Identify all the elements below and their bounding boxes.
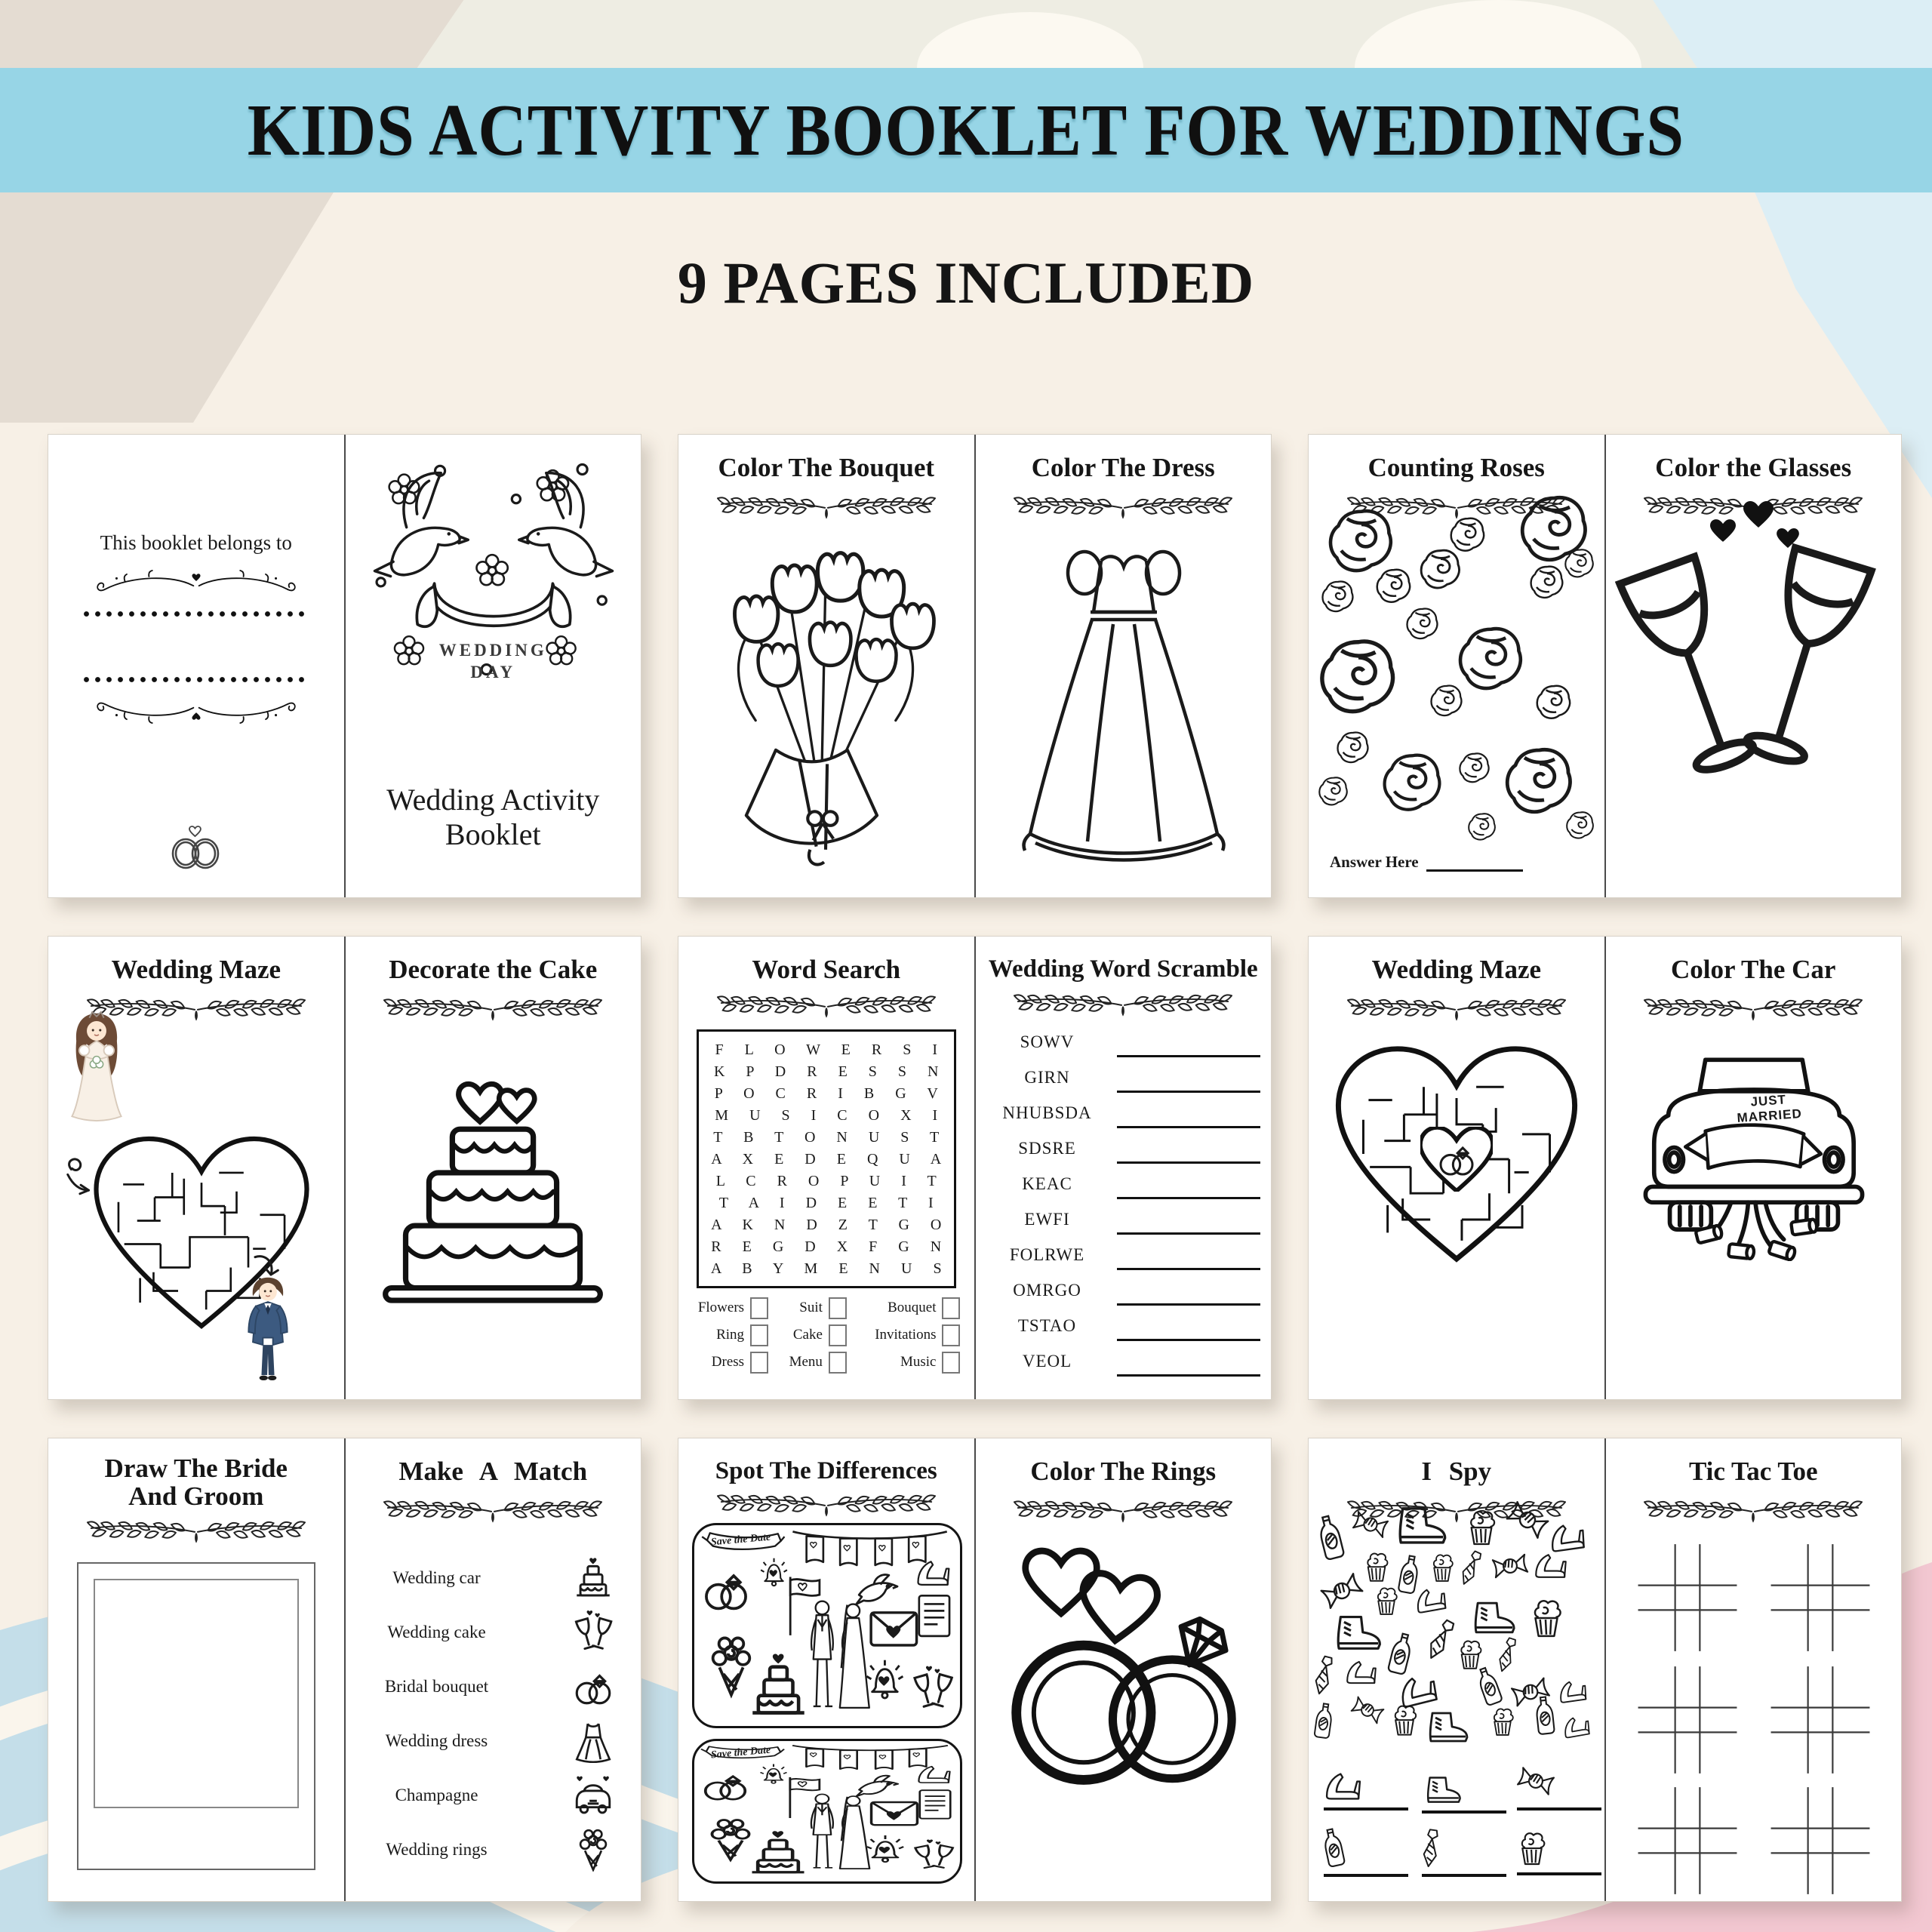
page-decorate-cake <box>346 937 641 1399</box>
card-roses-glasses <box>1308 434 1902 898</box>
boot-icon <box>1393 1505 1449 1547</box>
match-label: Wedding dress <box>385 1731 488 1750</box>
cupcake-icon <box>1517 1831 1547 1867</box>
page-heading: Tic Tac Toe <box>1688 1457 1818 1486</box>
heart-icon <box>1743 501 1774 528</box>
page-heading: I Spy <box>1421 1457 1492 1486</box>
card-bouquet-dress <box>678 434 1272 898</box>
grid-row: M U S I C O X I <box>715 1106 938 1124</box>
necktie-icon <box>1455 1547 1486 1589</box>
answer-line <box>1117 1126 1260 1128</box>
page-heading: Spot The Differences <box>715 1457 937 1484</box>
count-line <box>1324 1807 1408 1810</box>
necktie-icon <box>1494 1635 1521 1675</box>
cupcake-icon <box>1529 1598 1564 1639</box>
page-word-scramble <box>976 937 1272 1399</box>
card-ispy-tictactoe <box>1308 1438 1902 1902</box>
checkbox <box>829 1324 847 1346</box>
champagne-bottle-icon <box>1319 1825 1347 1870</box>
checkbox <box>942 1297 960 1319</box>
boot-icon <box>1422 1775 1464 1805</box>
page-draw-bride-groom <box>48 1438 346 1901</box>
tictactoe-grid <box>1629 1663 1746 1777</box>
rings-icon <box>1435 1137 1478 1180</box>
grid-row: A X E D E Q U A <box>711 1150 942 1168</box>
scramble-word: NHUBSDA <box>1002 1103 1092 1122</box>
card-wordsearch-scramble <box>678 936 1272 1400</box>
laurel-divider-icon <box>384 999 601 1019</box>
tictactoe-grid <box>1629 1784 1746 1897</box>
word-label: Menu <box>789 1354 823 1371</box>
word-search-grid <box>697 1029 956 1288</box>
laurel-divider-icon <box>718 1495 935 1515</box>
match-label: Bridal bouquet <box>384 1677 489 1696</box>
word-label: Dress <box>711 1354 745 1371</box>
champagne-glass-icon <box>1722 539 1881 783</box>
page-heading: Color The Dress <box>1031 453 1215 482</box>
laurel-divider-icon <box>718 497 935 517</box>
dress-icon <box>571 1719 615 1763</box>
bouquet-illustration <box>701 539 950 871</box>
tictactoe-grid <box>1761 1784 1879 1897</box>
name-dotted-line <box>83 676 309 683</box>
checkbox <box>750 1297 768 1319</box>
answer-line <box>1117 1232 1260 1235</box>
candy-icon <box>1347 1692 1388 1728</box>
match-label: Wedding cake <box>387 1623 486 1641</box>
grid-row: P O C R I B G V <box>714 1084 938 1102</box>
cake-illustration <box>368 1033 617 1365</box>
scramble-word: FOLRWE <box>1009 1244 1085 1264</box>
heart-icon <box>1710 519 1736 542</box>
high-heel-icon <box>1546 1519 1588 1556</box>
page-booklet-belongs <box>48 435 346 897</box>
champagne-bottle-icon <box>1312 1700 1335 1742</box>
page-heading: Color The Bouquet <box>718 453 935 482</box>
spot-scene-top <box>692 1523 962 1728</box>
answer-line <box>1117 1197 1260 1199</box>
page-heading: Counting Roses <box>1367 453 1545 482</box>
card-draw-match <box>48 1438 641 1902</box>
scramble-list <box>976 1029 1272 1384</box>
name-dotted-line <box>83 611 309 617</box>
grid-row: R E G D X F G N <box>711 1238 942 1255</box>
grid-row: L C R O P U I T <box>715 1172 937 1189</box>
word-label: Flowers <box>697 1300 745 1316</box>
page-heading: Decorate the Cake <box>389 955 598 984</box>
word-label: Cake <box>792 1327 823 1343</box>
count-line <box>1324 1874 1408 1877</box>
answer-line <box>1117 1091 1260 1093</box>
page-wedding-maze-2 <box>1309 937 1606 1399</box>
grid-row: T B T O N U S T <box>713 1128 940 1146</box>
high-heel-icon <box>1561 1712 1593 1741</box>
bride-illustration <box>60 1009 133 1125</box>
grid-row: T A I D E E T I <box>718 1194 934 1211</box>
start-arrow-icon <box>54 1155 95 1201</box>
answer-line <box>1117 1161 1260 1164</box>
champagne-bottle-icon <box>1533 1694 1557 1737</box>
cupcake-icon <box>1374 1586 1399 1617</box>
cupcake-icon <box>1466 1509 1497 1547</box>
match-label: Wedding rings <box>386 1840 488 1859</box>
tictactoe-grid <box>1761 1663 1879 1777</box>
laurel-divider-icon <box>1014 497 1232 517</box>
candy-icon <box>1316 1567 1367 1614</box>
page-i-spy <box>1309 1438 1606 1901</box>
laurel-divider-icon <box>384 1501 601 1521</box>
answer-here-label: Answer Here <box>1330 853 1419 871</box>
laurel-divider-icon <box>88 1521 305 1541</box>
answer-line <box>1117 1055 1260 1057</box>
card-maze-car <box>1308 936 1902 1400</box>
page-heading: Color The Car <box>1671 955 1836 984</box>
checkbox <box>750 1324 768 1346</box>
drawing-frame-inner <box>94 1579 299 1808</box>
belongs-label: This booklet belongs to <box>100 531 292 554</box>
page-cover-front <box>346 435 641 897</box>
page-color-rings <box>976 1438 1272 1901</box>
page-counting-roses <box>1309 435 1606 897</box>
answer-line <box>1117 1339 1260 1341</box>
spot-scene-bottom <box>692 1739 962 1884</box>
high-heel-icon <box>1556 1676 1589 1706</box>
answer-line <box>1117 1374 1260 1377</box>
word-label: Suit <box>799 1300 823 1316</box>
save-the-date-badge: Save the Date <box>710 1531 771 1549</box>
page-subtitle: 9 PAGES INCLUDED <box>677 250 1255 315</box>
laurel-divider-icon <box>1644 999 1862 1019</box>
cupcake-icon <box>1390 1704 1419 1737</box>
page-color-bouquet <box>678 435 976 897</box>
boot-icon <box>1331 1614 1384 1653</box>
page-heading: Wedding Maze <box>1371 955 1542 984</box>
page-word-search <box>678 937 976 1399</box>
background-beige-shape <box>0 0 483 423</box>
checkbox <box>750 1352 768 1374</box>
page-color-dress <box>976 435 1272 897</box>
just-married-car-illustration <box>1626 1047 1882 1261</box>
scramble-word: VEOL <box>1022 1351 1072 1371</box>
champagne-bottle-icon <box>1314 1512 1347 1562</box>
scramble-word: KEAC <box>1022 1174 1072 1193</box>
cake-icon <box>571 1556 615 1600</box>
boot-icon <box>1469 1600 1518 1636</box>
high-heel-icon <box>1412 1583 1450 1616</box>
dress-illustration <box>1011 530 1237 871</box>
candy-icon <box>1514 1762 1558 1800</box>
scramble-word: TSTAO <box>1017 1315 1077 1335</box>
grid-row: F L O W E R S I <box>715 1041 938 1058</box>
page-heading: Wedding Maze <box>111 955 281 984</box>
just-married-banner-text: JUST MARRIED <box>1736 1092 1802 1126</box>
rings-illustration <box>988 1544 1260 1793</box>
word-label: Music <box>900 1354 937 1371</box>
necktie-icon <box>1310 1653 1338 1698</box>
answer-line <box>1117 1268 1260 1270</box>
page-title: KIDS ACTIVITY BOOKLET FOR WEDDINGS <box>247 90 1685 171</box>
page-wedding-maze <box>48 937 346 1399</box>
page-make-a-match <box>346 1438 641 1901</box>
checkbox <box>942 1352 960 1374</box>
bouquet-icon <box>571 1828 615 1872</box>
car-icon <box>571 1774 615 1817</box>
wedding-day-banner-text: WEDDING DAY <box>438 641 547 681</box>
answer-blank-line <box>1426 856 1523 872</box>
groom-illustration <box>235 1275 300 1389</box>
cupcake-icon <box>1429 1553 1455 1583</box>
checkbox <box>942 1324 960 1346</box>
tictactoe-grid <box>1761 1541 1879 1654</box>
grid-row: A K N D Z T G O <box>711 1216 942 1233</box>
tictactoe-grid <box>1629 1541 1746 1654</box>
save-the-date-badge: Save the Date <box>710 1744 771 1761</box>
card-maze-cake <box>48 936 641 1400</box>
high-heel-icon <box>1324 1770 1363 1802</box>
scramble-word: GIRN <box>1024 1067 1070 1087</box>
page-color-car <box>1606 937 1902 1399</box>
champagne-glasses-icon <box>571 1611 615 1654</box>
cupcake-icon <box>1490 1707 1515 1737</box>
count-line <box>1517 1807 1601 1810</box>
wedding-rings-icon <box>164 825 229 872</box>
page-heading: Wedding Word Scramble <box>988 955 1258 983</box>
laurel-divider-icon <box>718 996 935 1016</box>
checkbox <box>829 1297 847 1319</box>
checkbox <box>829 1352 847 1374</box>
scramble-word: SOWV <box>1020 1032 1075 1051</box>
page-heading: Color The Rings <box>1030 1457 1217 1486</box>
page-heading: Draw The Bride And Groom <box>104 1454 288 1511</box>
flourish-icon <box>97 703 295 723</box>
laurel-divider-icon <box>1348 999 1565 1019</box>
boot-icon <box>1423 1710 1472 1745</box>
cupcake-icon <box>1363 1552 1390 1583</box>
high-heel-icon <box>1534 1552 1568 1580</box>
word-label: Bouquet <box>888 1300 937 1316</box>
drawing-frame-outer <box>77 1562 315 1870</box>
laurel-divider-icon <box>1014 995 1232 1014</box>
booklet-title: Wedding Activity Booklet <box>386 783 600 851</box>
page-heading: Make A Match <box>398 1457 588 1486</box>
laurel-divider-icon <box>1644 1501 1862 1521</box>
candy-icon <box>1489 1550 1531 1582</box>
necktie-icon <box>1419 1827 1442 1870</box>
necktie-icon <box>1421 1615 1460 1666</box>
page-heading: Word Search <box>752 955 901 984</box>
laurel-divider-icon <box>1014 1501 1232 1521</box>
card-cover <box>48 434 641 898</box>
answer-line <box>1117 1303 1260 1306</box>
match-label: Wedding car <box>392 1568 481 1587</box>
scramble-word: OMRGO <box>1013 1280 1081 1300</box>
page-color-glasses <box>1606 435 1902 897</box>
scramble-word: EWFI <box>1024 1209 1070 1229</box>
count-line <box>1422 1810 1506 1814</box>
champagne-bottle-icon <box>1385 1629 1416 1677</box>
page-heading: Color the Glasses <box>1655 453 1852 482</box>
word-label: Invitations <box>875 1327 937 1343</box>
high-heel-icon <box>1345 1659 1378 1686</box>
count-line <box>1422 1874 1506 1877</box>
card-spot-rings <box>678 1438 1272 1902</box>
rings-icon <box>571 1665 615 1709</box>
word-list <box>686 1297 961 1374</box>
scramble-word: SDSRE <box>1018 1138 1076 1158</box>
flourish-icon <box>97 571 295 590</box>
title-banner <box>0 68 1932 192</box>
page-spot-differences <box>678 1438 976 1901</box>
match-label: Champagne <box>395 1786 478 1804</box>
grid-row: K P D R E S S N <box>713 1063 939 1080</box>
word-label: Ring <box>716 1327 745 1343</box>
count-line <box>1517 1872 1601 1875</box>
grid-row: A B Y M E N U S <box>710 1260 942 1277</box>
page-tic-tac-toe <box>1606 1438 1902 1901</box>
